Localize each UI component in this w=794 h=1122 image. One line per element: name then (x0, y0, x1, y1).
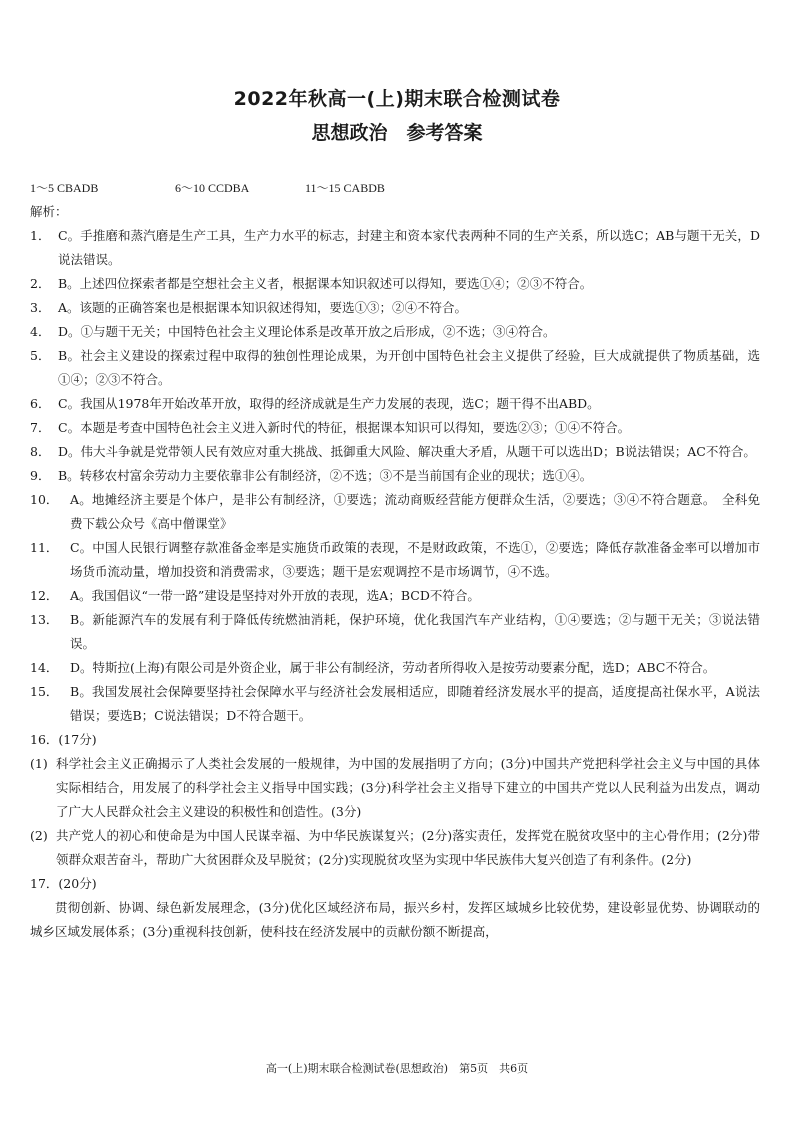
explanation-item (30, 464, 760, 488)
part-text: 科学社会主义正确揭示了人类社会发展的一般规律，为中国的发展指明了方向；(3分)中国共产党把科学社会主义与中国的具体实际相结合，用发展了的科学社会主义指导中国实践；(3分)科学社会主义指导下建立的中国共产党以人民利益为出发点，调动了广大人民群众社会主义建设的积极性和创造性。(3分) (56, 756, 760, 819)
item-number: 8． (30, 444, 51, 459)
item-number: 2． (30, 276, 51, 291)
item-number: 5． (30, 348, 51, 363)
explanation-item (30, 584, 760, 608)
item-number: 4． (30, 324, 51, 339)
answer-key-1-5: 1～5 CBADB (30, 181, 99, 195)
page-title: 2022年秋高一(上)期末联合检测试卷 (233, 88, 561, 110)
part-number: (1) (30, 756, 48, 771)
explanation-item (30, 416, 760, 440)
explanation-item (30, 320, 760, 344)
explanation-item (30, 272, 760, 296)
item-text: A。地摊经济主要是个体户，是非公有制经济，①要选；流动商贩经营能方便群众生活，②要选；③④不符合题意。 全科免费下载公众号《高中僧课堂》 (70, 492, 760, 531)
explanation-item (30, 536, 760, 584)
explanation-item (30, 296, 760, 320)
question-16-part (30, 824, 760, 872)
answer-key-row (30, 179, 385, 196)
explanation-item (30, 224, 760, 272)
analysis-label: 解析： (30, 204, 68, 219)
item-number: 10． (30, 492, 59, 507)
item-text: D。①与题干无关；中国特色社会主义理论体系是改革开放之后形成，②不选；③④符合。 (58, 324, 556, 339)
page-footer: 高一(上)期末联合检测试卷(思想政治) 第5页 共6页 (265, 1062, 529, 1075)
item-text: B。上述四位探索者都是空想社会主义者，根据课本知识叙述可以得知，要选①④；②③不符合。 (58, 276, 593, 291)
item-text: C。我国从1978年开始改革开放，取得的经济成就是生产力发展的表现，选C；题干得不出ABD。 (58, 396, 600, 411)
item-text: B。我国发展社会保障要坚持社会保障水平与经济社会发展相适应，即随着经济发展水平的提高，适度提高社保水平，A说法错误；要选B；C说法错误；D不符合题干。 (70, 684, 760, 723)
item-number: 14． (30, 660, 59, 675)
analysis-section (30, 200, 760, 944)
explanation-item (30, 440, 760, 464)
item-text: A。该题的正确答案也是根据课本知识叙述得知，要选①③；②④不符合。 (58, 300, 468, 315)
explanation-item (30, 608, 760, 656)
explanation-item (30, 392, 760, 416)
part-number: (2) (30, 828, 48, 843)
item-number: 7． (30, 420, 51, 435)
item-text: C。中国人民银行调整存款准备金率是实施货币政策的表现，不是财政政策，不选①，②要选；降低存款准备金率可以增加市场货币流动量，增加投资和消费需求，③要选；题干是宏观调控不是市场调节，④不选。 (70, 540, 760, 579)
answer-key-6-10: 6～10 CCDBA (175, 181, 250, 195)
item-number: 9． (30, 468, 51, 483)
answer-key-11-15: 11～15 CABDB (305, 181, 385, 195)
part-text: 共产党人的初心和使命是为中国人民谋幸福、为中华民族谋复兴；(2分)落实责任，发挥党在脱贫攻坚中的主心骨作用；(2分)带领群众艰苦奋斗，帮助广大贫困群众及早脱贫；(2分)实现脱贫攻坚为实现中华民族伟大复兴创造了有利条件。(2分) (56, 828, 760, 867)
item-number: 6． (30, 396, 51, 411)
item-text: C。本题是考查中国特色社会主义进入新时代的特征，根据课本知识可以得知，要选②③；①④不符合。 (58, 420, 631, 435)
explanation-item (30, 680, 760, 728)
item-number: 12． (30, 588, 59, 603)
item-number: 11． (30, 540, 59, 555)
item-number: 13． (30, 612, 59, 627)
item-text: C。手推磨和蒸汽磨是生产工具，生产力水平的标志，封建主和资本家代表两种不同的生产关系，所以选C；AB与题干无关，D说法错误。 (58, 228, 760, 267)
page-subtitle: 思想政治 参考答案 (311, 122, 483, 144)
item-text: A。我国倡议“一带一路”建设是坚持对外开放的表现，选A；BCD不符合。 (70, 588, 480, 603)
item-text: B。新能源汽车的发展有利于降低传统燃油消耗，保护环境，优化我国汽车产业结构，①④要选；②与题干无关；③说法错误。 (70, 612, 760, 651)
item-text: B。社会主义建设的探索过程中取得的独创性理论成果，为开创中国特色社会主义提供了经验，巨大成就提供了物质基础，选①④；②③不符合。 (58, 348, 760, 387)
question-16-label: 16．(17分) (30, 732, 97, 747)
item-number: 3． (30, 300, 51, 315)
question-17-text: 贯彻创新、协调、绿色新发展理念，(3分)优化区域经济布局，振兴乡村，发挥区域城乡比较优势，建设彰显优势、协调联动的城乡区域发展体系；(3分)重视科技创新，使科技在经济发展中的贡献份额不断提高， (30, 900, 760, 939)
question-17-label: 17．(20分) (30, 876, 97, 891)
item-number: 15． (30, 684, 59, 699)
item-number: 1． (30, 228, 51, 243)
item-text: B。转移农村富余劳动力主要依靠非公有制经济，②不选；③不是当前国有企业的现状；选①④。 (58, 468, 593, 483)
item-text: D。特斯拉(上海)有限公司是外资企业，属于非公有制经济，劳动者所得收入是按劳动要素分配，选D；ABC不符合。 (70, 660, 716, 675)
item-text: D。伟大斗争就是党带领人民有效应对重大挑战、抵御重大风险、解决重大矛盾，从题干可以选出D；B说法错误；AC不符合。 (58, 444, 756, 459)
question-16-part (30, 752, 760, 824)
explanation-item (30, 656, 760, 680)
explanation-item (30, 344, 760, 392)
explanation-item (30, 488, 760, 536)
